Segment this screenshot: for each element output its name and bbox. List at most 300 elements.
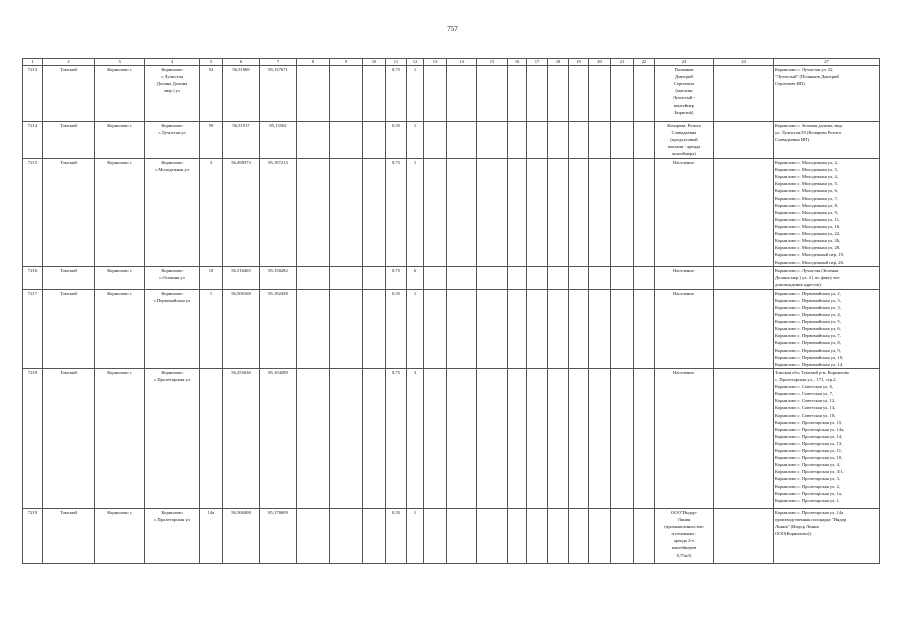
empty-cell [634,66,655,122]
source-line: Корнилово с. Пролетарская ул, 11, [775,448,843,454]
empty-cell [330,289,363,368]
empty-cell [589,368,611,508]
source-line: Корнилово с. Пролетарская ул, 10, [775,455,843,461]
column-number-header: 23 [655,59,714,66]
region-cell: Томский [43,122,95,159]
area-cell: 0,35 [386,122,407,159]
settlement-cell: Корнилово с [95,122,145,159]
empty-cell [363,508,386,563]
sources-cell [774,122,880,159]
empty-cell [634,266,655,289]
settlement-cell: Корнилово с [95,159,145,267]
empty-cell [477,368,508,508]
empty-cell [508,66,527,122]
empty-cell [508,368,527,508]
source-line: Корнилово с. Молодежная ул, 4, [775,174,838,180]
house-number-cell [200,368,223,508]
empty-cell [447,368,477,508]
source-line: Корнилово с. Советская ул, 12, [775,398,836,404]
sources-cell [774,508,880,563]
empty-cell [363,122,386,159]
empty-cell [447,66,477,122]
empty-cell [569,159,589,267]
row-id-cell: 7219 [23,508,43,563]
column-number-header: 19 [569,59,589,66]
empty-cell [527,66,548,122]
container-count-cell: 6 [407,266,424,289]
owner-line: и печенями - [671,531,697,537]
table-row [23,122,880,159]
empty-cell [297,66,330,122]
owner-line: аренда 2-х [673,538,695,544]
settlement-cell: Корнилово с [95,368,145,508]
column-number-header: 6 [223,59,260,66]
region-cell: Томский [43,508,95,563]
source-line: домовладения адресов). [775,281,822,287]
owner-line: Лучистый - [672,95,696,101]
table-row [23,266,880,289]
house-number-cell: 59 [200,122,223,159]
row-id-cell: 7217 [23,289,43,368]
address-line: Корнилово [161,509,183,515]
empty-cell [634,368,655,508]
address-line: с.Осенняя ул [159,274,185,280]
empty-cell [569,508,589,563]
empty-cell [424,66,447,122]
source-line: Корнилово с. Молодежная ул, 7, [775,195,838,201]
owner-line: Кочарова, Розита [667,123,701,128]
source-line: Корнилово с. Молодежная ул, 2, [775,160,838,165]
empty-cell [548,266,569,289]
area-cell: 0,75 [386,368,407,508]
house-number-cell: 3 [200,159,223,267]
empty-cell [508,266,527,289]
source-line: Томская обл, Томский р-н, Корнилово [775,369,850,375]
empty-cell [508,122,527,159]
column-number-header: 4 [145,59,200,66]
latitude-cell: 56,255636 [223,368,260,508]
address-cell [145,122,200,159]
source-line: Корнилово с. Пролетарская ул, 3, [775,476,841,482]
source-line: Корнилово с. Молодежная ул, 26, [775,238,841,244]
empty-cell [527,508,548,563]
empty-cell [569,122,589,159]
column-number-header: 14 [447,59,477,66]
empty-cell [477,122,508,159]
source-line: Корнилово с. Советская ул, 7, [775,391,834,397]
empty-cell [569,368,589,508]
container-count-cell: 1 [407,159,424,267]
area-cell: 0,35 [386,508,407,563]
settlement-cell: Корнилово с [95,508,145,563]
column-number-header: 7 [260,59,297,66]
empty-cell [477,508,508,563]
empty-cell [634,289,655,368]
empty-cell [634,122,655,159]
empty-cell [477,289,508,368]
source-line: Корнилово с. Лучистая (Зеленая [775,267,839,273]
empty-cell [527,266,548,289]
container-count-cell: 1 [407,122,424,159]
empty-cell [363,289,386,368]
house-number-cell: 1 [200,289,223,368]
column-number-header: 20 [589,59,611,66]
source-line: Корнилово с. Молодежная ул, 9, [775,209,838,215]
owner-cell [655,266,714,289]
settlement-cell: Корнилово с [95,289,145,368]
source-line: Корнилово с. Молодежный пер, 19, [775,252,845,258]
source-line: Корнилово с. Зеленая долина, мкр. [775,123,843,128]
column-number-header: 18 [548,59,569,66]
address-line: Корнилово [161,160,183,165]
table-row [23,66,880,122]
source-line: Корнилово с. Советская ул, 6, [775,384,834,390]
empty-cell [527,368,548,508]
empty-cell [330,122,363,159]
row-id-cell: 7215 [23,159,43,267]
source-line: Корнилово с. Первомайская ул, 14. [775,361,844,367]
empty-cell [611,266,634,289]
owner-cell [655,289,714,368]
address-cell [145,508,200,563]
source-line: Корнилово с. Пролетарская ул, 13, [775,440,843,446]
empty-cell [508,508,527,563]
source-line: Долина мкр.) ул, 2 ( по факту все [775,274,840,280]
table-row [23,508,880,563]
empty-cell [424,368,447,508]
empty-cell [447,122,477,159]
owner-line: контейнер [673,102,695,108]
source-line: Корнилово с. Пролетарская ул, 14а [775,509,844,515]
empty-cell [297,266,330,289]
table-row [23,159,880,267]
source-line: Славадьевна ИП). [775,137,811,143]
address-line: Долина Долина [156,81,188,87]
source-line: Корнилово с. Молодежная ул, 6, [775,188,838,194]
source-line: Корнилово с. Пролетарская ул, 4, [775,462,841,468]
latitude-cell: 56,51917 [223,122,260,159]
empty-cell [548,368,569,508]
address-cell [145,266,200,289]
address-cell [145,66,200,122]
source-line: Корнилово с. Пролетарская ул, 2, [775,483,841,489]
source-line: Корнилово с. Молодежная ул, 16, [775,223,841,229]
source-line: ул. Лучистая,59 (Кочарова Розита [775,130,841,136]
source-line: Корнилово с. Советская ул, 18, [775,412,836,418]
owner-line: Линия [677,516,691,522]
latitude-cell: 56,500408 [223,508,260,563]
empty-cell [548,508,569,563]
area-cell: 0,75 [386,266,407,289]
longitude-cell: 85,137671 [260,66,297,122]
owner-line: (промышленностью [664,524,704,530]
row-id-cell: 7213 [23,66,43,122]
empty-cell [297,289,330,368]
address-line: с.Первомайская ул [153,297,191,303]
empty-cell [447,159,477,267]
house-number-cell: 52 [200,66,223,122]
owner-cell [655,508,714,563]
owner-line: магазин - аренда [667,144,701,150]
address-line: с.Молодежная ул [155,167,189,173]
owner-line: Дмитрий [675,74,693,80]
area-cell: 0,75 [386,159,407,267]
settlement-cell: Корнилово с [95,266,145,289]
empty-cell [297,159,330,267]
empty-cell [548,289,569,368]
owner-line: (продуктовый [670,137,698,143]
empty-cell [330,368,363,508]
empty-cell [589,508,611,563]
empty-cell [424,289,447,368]
column-number-header: 22 [634,59,655,66]
owner-line: контейнера) [672,151,696,157]
owner-line: Сергеевич [673,81,695,87]
empty-cell [589,66,611,122]
source-line: Корнилово с. Пролетарская ул, 14, [775,433,843,439]
empty-cell [477,159,508,267]
longitude-cell: 85,104289 [260,368,297,508]
region-cell: Томский [43,159,95,267]
column-number-header: 16 [508,59,527,66]
empty-cell [548,122,569,159]
column-number-header: 21 [611,59,634,66]
empty-cell [611,368,634,508]
source-line: производственная площадка "Индор [775,516,847,522]
source-line: Корнилово с. Первомайская ул, 3, [775,304,841,310]
column-number-header: 9 [330,59,363,66]
waste-site-register-table [22,58,880,564]
empty-cell [508,159,527,267]
empty-cell [611,508,634,563]
owner-line: Население. [673,160,695,165]
column-number-header: 1 [23,59,43,66]
empty-cell [569,289,589,368]
container-count-cell: 1 [407,66,424,122]
source-line: Корнилово с. Первомайская ул, 2, [775,290,841,296]
empty-cell [634,508,655,563]
empty-cell [589,266,611,289]
longitude-cell: 85,187213 [260,159,297,267]
table-row [23,289,880,368]
longitude-cell: 85,178609 [260,508,297,563]
column-number-header: 8 [297,59,330,66]
source-line: Корнилово с. Пролетарская ул, 3/1, [775,469,844,475]
address-line: мир ) уз [164,88,180,94]
source-line: Корнилово с. Пролетарская ул, 14а, [775,426,845,432]
address-line: Корнилово [161,123,183,128]
container-count-cell: 3 [407,368,424,508]
source-line: Сергеевич ИП). [775,81,806,87]
empty-cell [424,508,447,563]
house-number-cell: 10 [200,266,223,289]
empty-cell [447,289,477,368]
empty-cell [569,66,589,122]
column-number-header: 5 [200,59,223,66]
region-cell: Томский [43,289,95,368]
row-id-cell: 7214 [23,122,43,159]
column-number-header: 13 [424,59,447,66]
empty-cell [714,289,774,368]
owner-line: Бирюзиk) [674,109,694,115]
source-line: Корнилово с. Молодежный пер, 26. [775,259,845,265]
source-line: Корнилово с. Молодежная ул, 28, [775,245,841,251]
source-line: Линия" (Индор Линия [775,524,819,530]
address-line: Корнилово [161,267,183,273]
column-number-header: 2 [43,59,95,66]
empty-cell [589,159,611,267]
source-line: с. Пролетарская ул, , 171, стр.2, [775,376,837,382]
source-line: Корнилово с. Первомайская ул, 5, [775,319,841,325]
sources-cell [774,266,880,289]
region-cell: Томский [43,368,95,508]
longitude-cell: 85,13502 [260,122,297,159]
address-line: с.Пролетарская ул [154,376,190,382]
empty-cell [589,289,611,368]
empty-cell [714,122,774,159]
empty-cell [477,66,508,122]
owner-line: Полянков [674,67,694,72]
empty-cell [363,266,386,289]
empty-cell [330,159,363,267]
column-number-header: 24 [714,59,774,66]
source-line: Корнилово с. Первомайская ул, 4, [775,311,841,317]
region-cell: Томский [43,66,95,122]
address-line: Корнилово [161,369,183,375]
source-line: Корнилово с. Пролетарская ул, 1а, [775,490,843,496]
empty-cell [297,122,330,159]
column-number-header: 11 [386,59,407,66]
owner-line: Население. [673,369,695,375]
empty-cell [611,66,634,122]
container-count-cell: 1 [407,508,424,563]
settlement-cell: Корнилово с [95,66,145,122]
column-number-header: 17 [527,59,548,66]
empty-cell [714,66,774,122]
empty-cell [424,266,447,289]
empty-cell [634,159,655,267]
owner-cell [655,368,714,508]
empty-cell [714,368,774,508]
empty-cell [548,159,569,267]
sources-cell [774,159,880,267]
source-line: Корнилово с. Первомайская ул, 8, [775,340,841,346]
empty-cell [330,266,363,289]
source-line: Корнилово с. Первомайская ул, 3, [775,297,841,303]
address-cell [145,159,200,267]
column-number-row [23,59,880,66]
source-line: Корнилово с. Молодежная ул, 8, [775,202,838,208]
empty-cell [527,122,548,159]
empty-cell [569,266,589,289]
source-line: Корнилово с. Первомайская ул, 10, [775,354,844,360]
empty-cell [297,508,330,563]
source-line: Корнилово с. Лучистая ул. 52 [775,67,833,72]
house-number-cell: 14а [200,508,223,563]
empty-cell [447,508,477,563]
owner-line: Население. [673,267,695,273]
sources-cell [774,368,880,508]
source-line: Корнилово с. Молодежная ул, 5, [775,181,838,187]
empty-cell [714,266,774,289]
row-id-cell: 7218 [23,368,43,508]
empty-cell [363,368,386,508]
address-cell [145,368,200,508]
row-id-cell: 7216 [23,266,43,289]
owner-line: Население. [673,290,695,296]
empty-cell [611,289,634,368]
source-line: Корнилово с. Пролетарская ул, 1. [775,497,841,503]
owner-line: ООО"Индор- [670,509,698,515]
area-cell: 0,75 [386,66,407,122]
sources-cell [774,289,880,368]
empty-cell [508,289,527,368]
source-line: "Лучистый" (Полянков Дмитрий [775,74,839,80]
source-line: Корнилово с. Пролетарская ул, 15, [775,419,843,425]
column-number-header: 27 [774,59,880,66]
owner-cell [655,159,714,267]
empty-cell [527,159,548,267]
latitude-cell: 56,500168 [223,289,260,368]
owner-line: (магазин [675,88,693,94]
source-line: ООО(Корнилово)). [775,531,813,537]
empty-cell [447,266,477,289]
source-line: Корнилово с. Советская ул, 14, [775,405,836,411]
empty-cell [424,122,447,159]
empty-cell [424,159,447,267]
latitude-cell: 56,51969 [223,66,260,122]
owner-line: контейнеров [671,545,697,551]
empty-cell [363,66,386,122]
empty-cell [297,368,330,508]
container-count-cell: 1 [407,289,424,368]
empty-cell [714,508,774,563]
address-line: с.Лучистая ул [158,130,186,136]
empty-cell [527,289,548,368]
empty-cell [589,122,611,159]
empty-cell [611,159,634,267]
address-cell [145,289,200,368]
address-line: Корнилово [161,290,183,296]
source-line: Корнилово с. Первомайская ул, 6, [775,326,841,332]
longitude-cell: 85,182458 [260,289,297,368]
empty-cell [363,159,386,267]
empty-cell [611,122,634,159]
address-line: с.Пролетарская ул [154,516,190,522]
column-number-header: 10 [363,59,386,66]
source-line: Корнилово с. Первомайская ул, 7, [775,333,841,339]
address-line: с.Лучистая [161,74,183,80]
source-line: Корнилово с. Молодежная ул, 3, [775,167,838,173]
empty-cell [477,266,508,289]
sources-cell [774,66,880,122]
latitude-cell: 56,498373 [223,159,260,267]
empty-cell [714,159,774,267]
empty-cell [330,66,363,122]
table-row [23,368,880,508]
column-number-header: 12 [407,59,424,66]
owner-line: Славадьевна [671,130,697,136]
owner-cell [655,122,714,159]
empty-cell [330,508,363,563]
latitude-cell: 56,516465 [223,266,260,289]
source-line: Корнилово с. Молодежная ул, 22, [775,231,841,237]
owner-cell [655,66,714,122]
column-number-header: 3 [95,59,145,66]
empty-cell [548,66,569,122]
area-cell: 0,35 [386,289,407,368]
longitude-cell: 85,158282 [260,266,297,289]
